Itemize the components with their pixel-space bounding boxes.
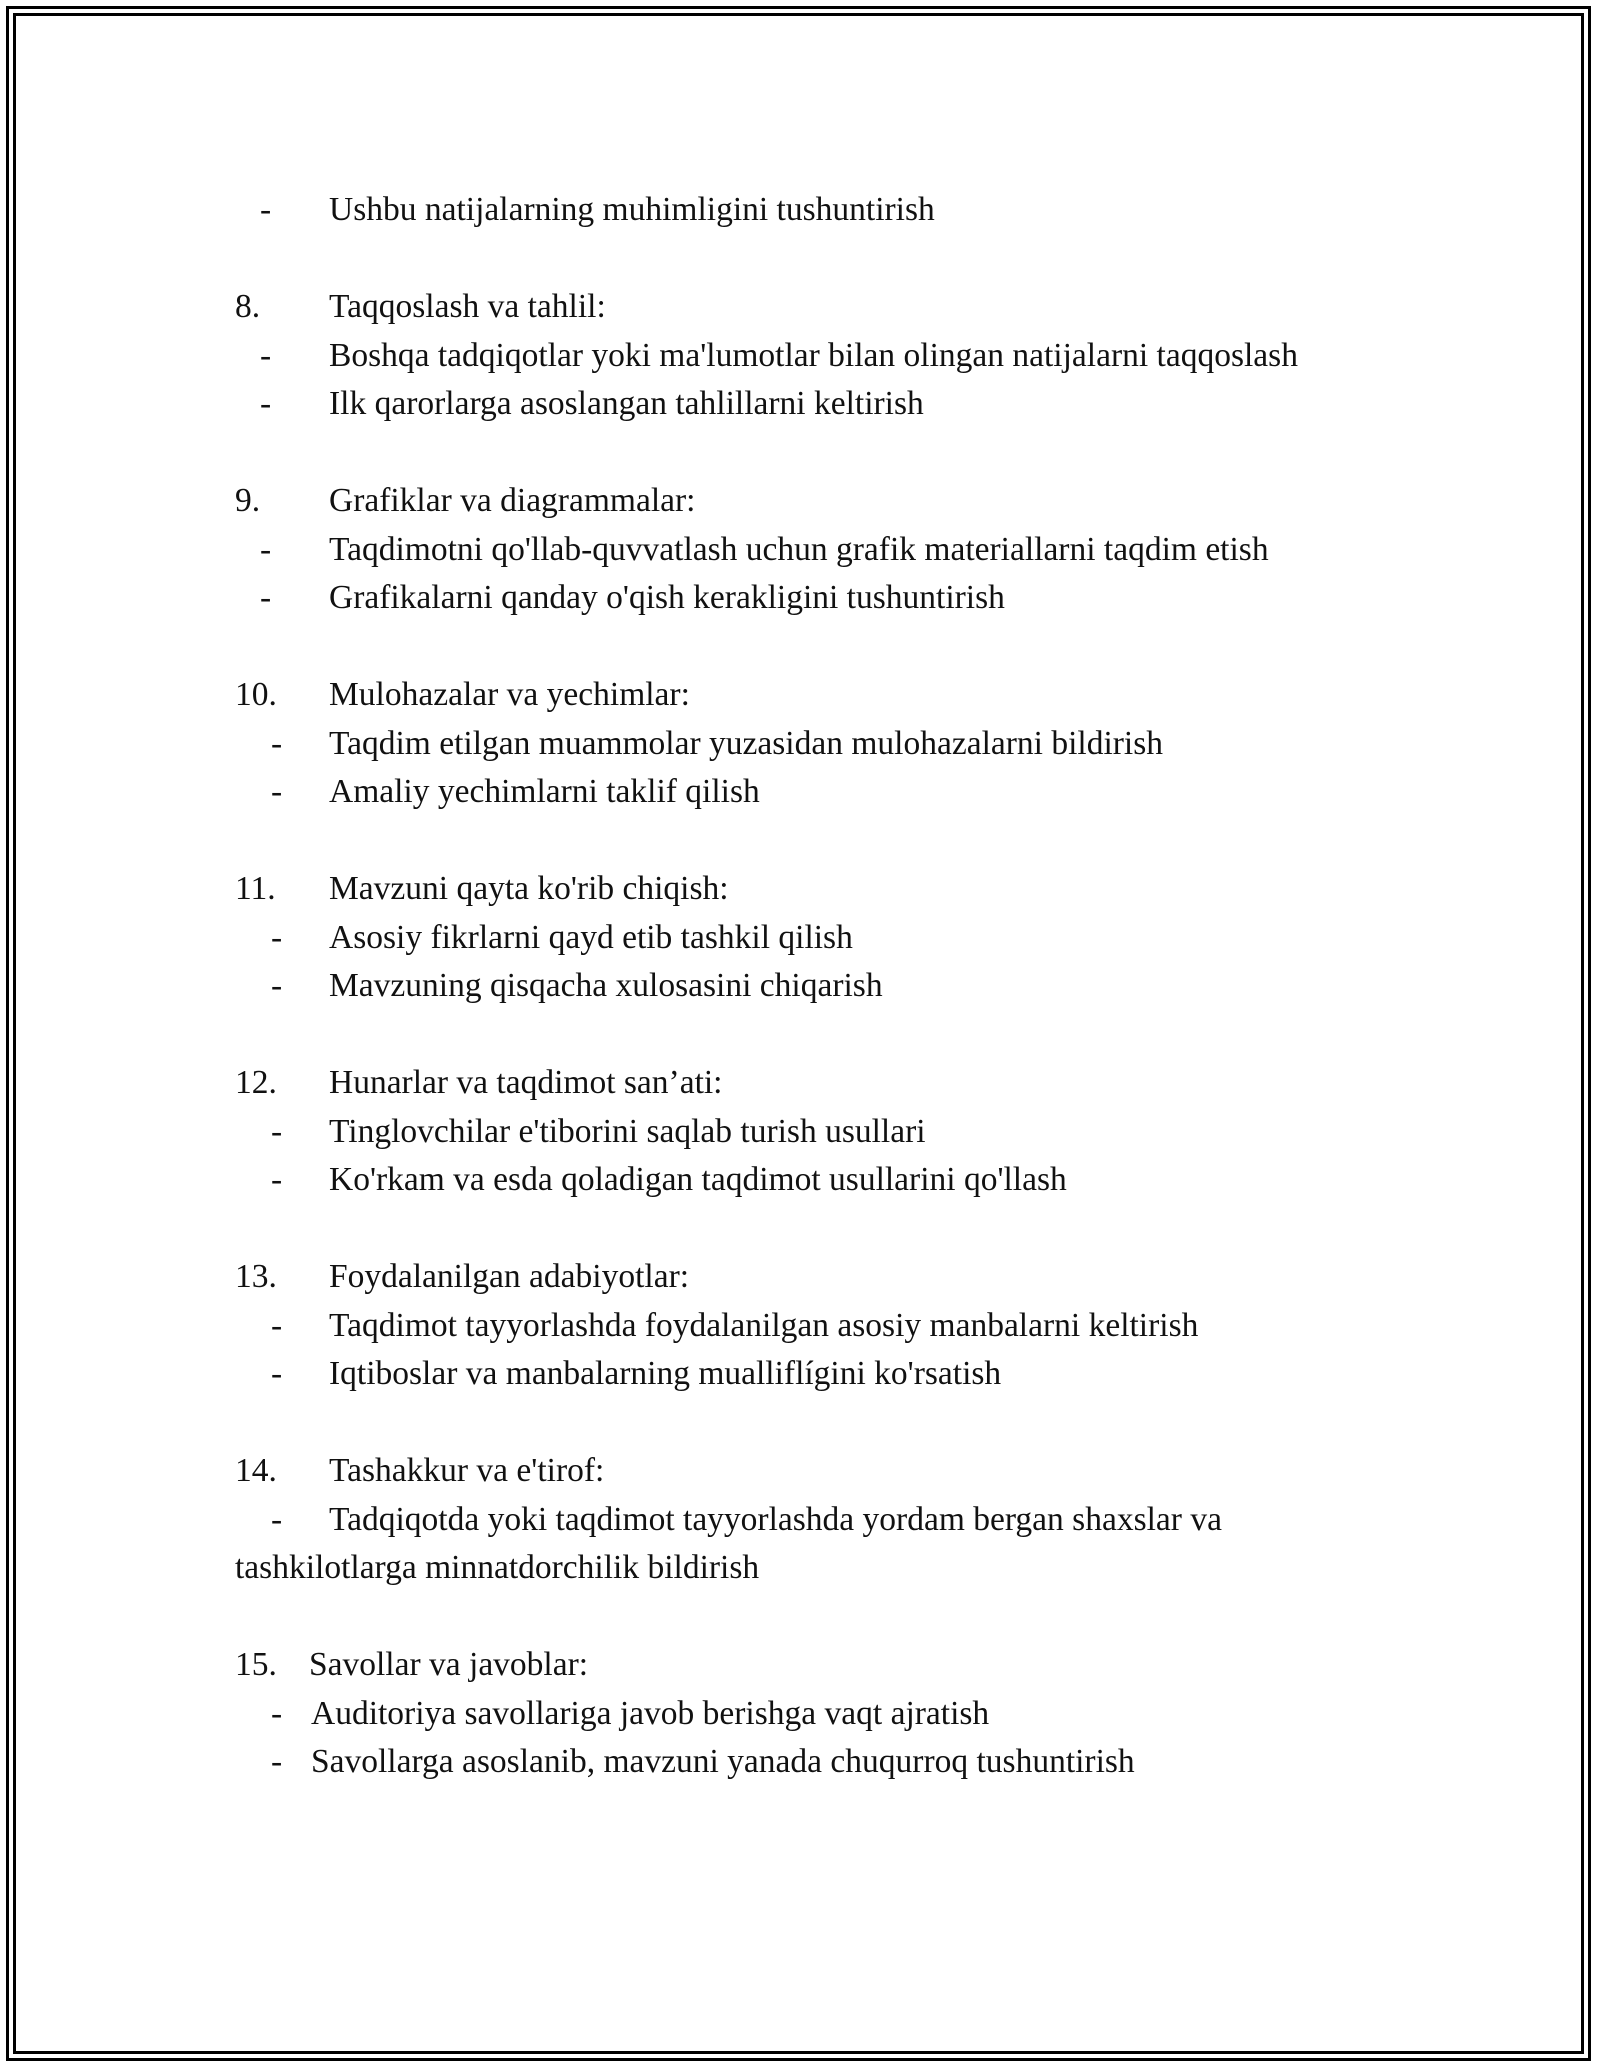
section-number: 9.	[235, 482, 261, 519]
blank-line	[235, 1011, 1400, 1060]
section-heading	[235, 477, 1400, 526]
section-number: 10.	[235, 676, 277, 713]
section-title: Foydalanilgan adabiyotlar:	[329, 1258, 690, 1295]
section-number: 8.	[235, 288, 261, 325]
bullet-text: Amaliy yechimlarni taklif qilish	[329, 773, 760, 810]
bullet-text: Auditoriya savollariga javob berishga vaqt ajratish	[311, 1694, 990, 1732]
bullet-dash: -	[271, 1694, 283, 1732]
bullet-text: Taqdim etilgan muammolar yuzasidan mulohazalarni bildirish	[329, 724, 1163, 762]
section-heading	[235, 865, 1400, 914]
bullet-item	[235, 574, 1400, 623]
section-title: Mulohazalar va yechimlar:	[329, 676, 690, 713]
bullet-dash: -	[271, 773, 283, 810]
bullet-text: Tadqiqotda yoki taqdimot tayyorlashda yordam bergan shaxslar va tashkilotlarga minnatdorchilik bildirish	[235, 1500, 1222, 1586]
bullet-text: Iqtiboslar va manbalarning mualliflígini ko'rsatish	[329, 1355, 1002, 1392]
blank-line	[235, 429, 1400, 478]
section-number: 13.	[235, 1258, 277, 1295]
bullet-text: Taqdimotni qo'llab-quvvatlash uchun grafik materiallarni taqdim etish	[329, 530, 1269, 568]
blank-line	[235, 623, 1400, 672]
bullet-text: Ilk qarorlarga asoslangan tahlillarni keltirish	[329, 385, 924, 422]
bullet-item	[235, 914, 1400, 963]
bullet-dash: -	[260, 579, 272, 616]
bullet-text: Taqdimot tayyorlashda foydalanilgan asosiy manbalarni keltirish	[329, 1306, 1199, 1344]
bullet-text: Asosiy fikrlarni qayd etib tashkil qilish	[329, 918, 853, 956]
bullet-item	[235, 1302, 1400, 1351]
document-body	[235, 186, 1400, 1787]
blank-line	[235, 1399, 1400, 1448]
section-heading	[235, 1059, 1400, 1108]
section-title: Savollar va javoblar:	[309, 1646, 589, 1683]
bullet-item	[235, 526, 1400, 575]
bullet-dash: -	[271, 1743, 283, 1780]
bullet-dash: -	[260, 336, 272, 374]
bullet-dash: -	[271, 1112, 283, 1150]
bullet-dash: -	[260, 191, 272, 228]
section-number: 11.	[235, 870, 276, 907]
bullet-item	[235, 1496, 1400, 1593]
bullet-item	[235, 720, 1400, 769]
bullet-item	[235, 186, 1400, 235]
bullet-dash: -	[260, 385, 272, 422]
section-title: Grafiklar va diagrammalar:	[329, 482, 696, 519]
bullet-dash: -	[271, 724, 283, 762]
blank-line	[235, 817, 1400, 866]
bullet-item	[235, 1690, 1400, 1739]
section-heading	[235, 1447, 1400, 1496]
bullet-text: Ushbu natijalarning muhimligini tushuntirish	[329, 191, 935, 228]
bullet-item	[235, 1156, 1400, 1205]
bullet-dash: -	[271, 918, 283, 956]
section-heading	[235, 283, 1400, 332]
section-title: Hunarlar va taqdimot san’ati:	[329, 1064, 723, 1101]
section-heading	[235, 1641, 1400, 1690]
section-title: Mavzuni qayta ko'rib chiqish:	[329, 870, 729, 907]
section-heading	[235, 1253, 1400, 1302]
bullet-text: Boshqa tadqiqotlar yoki ma'lumotlar bilan olingan natijalarni taqqoslash	[329, 336, 1298, 374]
bullet-text: Savollarga asoslanib, mavzuni yanada chuqurroq tushuntirish	[311, 1743, 1135, 1780]
section-title: Taqqoslash va tahlil:	[329, 288, 606, 325]
blank-line	[235, 1205, 1400, 1254]
bullet-text: Ko'rkam va esda qoladigan taqdimot usullarini qo'llash	[329, 1161, 1067, 1198]
section-number: 12.	[235, 1064, 277, 1101]
blank-line	[235, 235, 1400, 284]
bullet-item	[235, 380, 1400, 429]
bullet-dash: -	[271, 1500, 283, 1538]
bullet-item	[235, 1350, 1400, 1399]
bullet-dash: -	[260, 530, 272, 568]
bullet-item	[235, 768, 1400, 817]
bullet-dash: -	[271, 1355, 283, 1392]
bullet-text: Grafikalarni qanday o'qish kerakligini tushuntirish	[329, 579, 1005, 616]
bullet-text: Tinglovchilar e'tiborini saqlab turish usullari	[329, 1112, 926, 1150]
bullet-text: Mavzuning qisqacha xulosasini chiqarish	[329, 967, 883, 1004]
section-title: Tashakkur va e'tirof:	[329, 1452, 605, 1489]
bullet-item	[235, 332, 1400, 381]
blank-line	[235, 1593, 1400, 1642]
section-number: 15.	[235, 1646, 277, 1683]
bullet-item	[235, 1108, 1400, 1157]
section-heading	[235, 671, 1400, 720]
bullet-dash: -	[271, 1306, 283, 1344]
bullet-item	[235, 1738, 1400, 1787]
bullet-item	[235, 962, 1400, 1011]
bullet-dash: -	[271, 1161, 283, 1198]
section-number: 14.	[235, 1452, 277, 1489]
bullet-dash: -	[271, 967, 283, 1004]
